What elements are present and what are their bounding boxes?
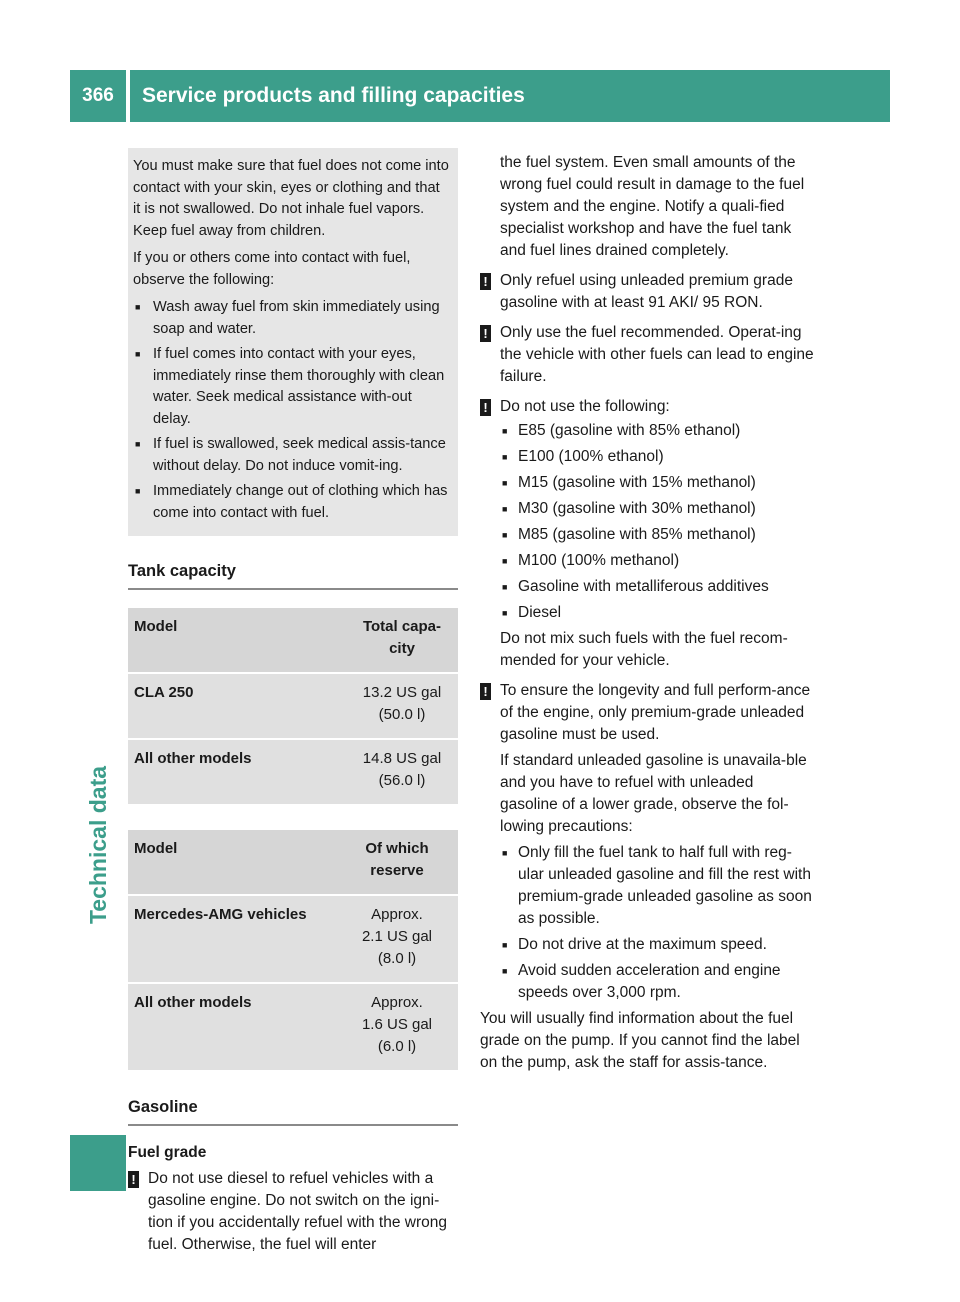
capacity-cell [346,674,458,738]
exclamation-icon: ! [480,325,491,342]
note-premium [480,270,815,314]
page-number: 366 [70,70,126,122]
table-header-row [128,608,458,672]
list-item: ■ Gasoline with metalliferous additives [500,576,815,598]
reserve-cell [336,984,458,1070]
side-tab-marker [70,1135,126,1191]
table-row [128,984,458,1070]
capacity-metric: (50.0 l) [378,706,426,723]
col-model-header: Model [128,608,346,672]
note-longevity [480,680,815,746]
list-item: ■ Avoid sudden acceleration and engine speeds over 3,000 rpm. [500,960,815,1004]
col-model-header: Model [128,830,336,894]
exclamation-icon: ! [480,399,491,416]
exclamation-icon: ! [480,683,491,700]
exclamation-icon: ! [128,1171,139,1188]
reserve-metric: (6.0 l) [377,1038,417,1055]
reserve-value: 2.1 US gal [361,928,433,945]
list-item: ■ M100 (100% methanol) [500,550,815,572]
note-text: Do not use diesel to refuel vehicles with a gasoline engine. Do not switch on the igni-tion if you accidentally refuel with the wrong fuel. Otherwise, the fuel will enter [148,1170,447,1253]
col-capacity-header: Total capa-city [346,608,458,672]
note-longevity-continued: If standard unleaded gasoline is unavaila-ble and you have to refuel with unleaded gasoline of a lower grade, observe the fol-lowing precautions: [500,752,807,835]
reserve-approx: Approx. [371,906,423,923]
list-item: ■ If fuel comes into contact with your eyes, immediately rinse them thoroughly with clean water. Seek medical assistance with-out delay. [133,344,450,430]
page-header-title [130,70,890,122]
note-diesel-continued: the fuel system. Even small amounts of the wrong fuel could result in damage to the fuel system and the engine. Notify a quali-fied specialist workshop and have the fuel tank and fuel lines drained completely. [500,154,805,259]
fuel-grade-heading: Fuel grade [128,1144,207,1161]
note-text: To ensure the longevity and full perform-ance of the engine, only premium-grade unleaded gasoline must be used. [500,682,811,743]
warning-para-2: If you or others come into contact with fuel, observe the following: [133,250,411,288]
list-item: ■ Immediately change out of clothing which has come into contact with fuel. [133,481,450,524]
capacity-value: 14.8 US gal [362,750,442,767]
note-text: Only use the fuel recommended. Operat-ing the vehicle with other fuels can lead to engine failure. [500,324,814,385]
note-text: Do not use the following: [500,398,670,415]
col-reserve-header: Of which reserve [336,830,458,894]
left-column [128,148,458,1264]
capacity-value: 13.2 US gal [362,684,442,701]
right-column [480,152,815,1074]
table-row [128,896,458,982]
model-cell: CLA 250 [128,674,346,738]
warning-para-1: You must make sure that fuel does not come into contact with your skin, eyes or clothing and that it is not swallowed. Do not inhale fuel vapors. Keep fuel away from children. [133,158,449,239]
model-cell: All other models [128,740,346,804]
note-do-not-use [480,396,815,418]
reserve-cell [336,896,458,982]
note-text: Only refuel using unleaded premium grade gasoline with at least 91 AKI/ 95 RON. [500,272,793,311]
do-not-use-list [500,420,815,624]
closing-text: You will usually find information about the fuel grade on the pump. If you cannot find the label on the pump, ask the staff for assis-tance. [480,1010,800,1071]
capacity-metric: (56.0 l) [378,772,426,789]
list-item: ■ If fuel is swallowed, seek medical assis-tance without delay. Do not induce vomit-ing. [133,434,450,477]
list-item: ■ Do not drive at the maximum speed. [500,934,815,956]
side-tab-label: Technical data [85,765,112,925]
warning-box [128,148,458,536]
precautions-list [500,842,815,1004]
capacity-cell [346,740,458,804]
model-cell: Mercedes-AMG vehicles [128,896,336,982]
gasoline-heading: Gasoline [128,1096,458,1126]
tank-capacity-table [128,606,458,806]
reserve-metric: (8.0 l) [377,950,417,967]
list-item: ■ Wash away fuel from skin immediately using soap and water. [133,297,450,340]
side-tab [70,560,126,1130]
list-item: ■ E100 (100% ethanol) [500,446,815,468]
exclamation-icon: ! [480,273,491,290]
list-item: ■ Only fill the fuel tank to half full with reg-ular unleaded gasoline and fill the rest with premium-grade unleaded gasoline as soon as possible. [500,842,815,930]
list-item: ■ E85 (gasoline with 85% ethanol) [500,420,815,442]
model-cell: All other models [128,984,336,1070]
warning-bullets [133,297,450,524]
do-not-mix-text: Do not mix such fuels with the fuel recom-mended for your vehicle. [500,630,788,669]
table-header-row [128,830,458,894]
tank-capacity-heading: Tank capacity [128,560,458,590]
reserve-value: 1.6 US gal [361,1016,433,1033]
table-row [128,674,458,738]
list-item: ■ M30 (gasoline with 30% methanol) [500,498,815,520]
list-item: ■ Diesel [500,602,815,624]
note-diesel [128,1168,458,1256]
section-title: Service products and filling capacities [142,84,525,107]
note-recommended [480,322,815,388]
reserve-approx: Approx. [371,994,423,1011]
list-item: ■ M15 (gasoline with 15% methanol) [500,472,815,494]
reserve-table [128,828,458,1072]
list-item: ■ M85 (gasoline with 85% methanol) [500,524,815,546]
table-row [128,740,458,804]
